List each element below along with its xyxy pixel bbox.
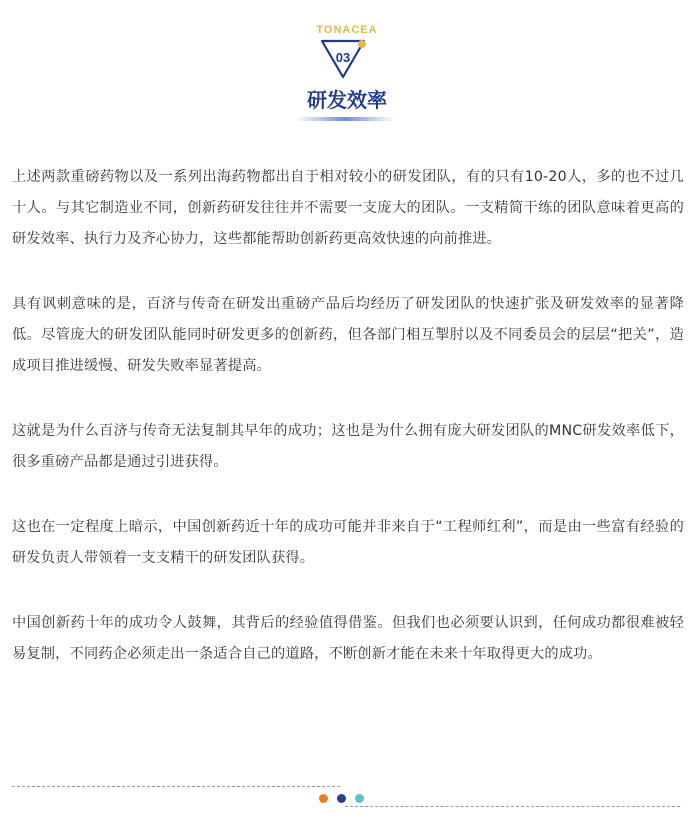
section-title: 研发效率 xyxy=(307,88,387,112)
footer-dot-teal xyxy=(355,794,364,803)
footer-dot-navy xyxy=(337,794,346,803)
paragraph: 上述两款重磅药物以及一系列出海药物都出自于相对较小的研发团队，有的只有10-20人，多的也不过几十人。与其它制造业不同，创新药研发往往并不需要一支庞大的团队。一支精简干练的团队意味着更高的研发效率、执行力及齐心协力，这些都能帮助创新药更高效快速的向前推进。 xyxy=(12,169,684,247)
paragraph: 这也在一定程度上暗示，中国创新药近十年的成功可能并非来自于“工程师红利”，而是由一些富有经验的研发负责人带领着一支支精干的研发团队获得。 xyxy=(12,519,684,566)
article-body xyxy=(12,162,684,704)
brand-label: TONACEA xyxy=(316,24,378,36)
badge-accent-dot xyxy=(358,40,366,48)
paragraph: 这就是为什么百济与传奇无法复制其早年的成功；这也是为什么拥有庞大研发团队的MNC研发效率低下，很多重磅产品都是通过引进获得。 xyxy=(12,423,684,470)
paragraph: 中国创新药十年的成功令人鼓舞，其背后的经验值得借鉴。但我们也必须要认识到，任何成功都很难被轻易复制，不同药企必须走出一条适合自己的道路，不断创新才能在未来十年取得更大的成功。 xyxy=(12,615,684,662)
footer-divider-left xyxy=(12,786,340,787)
paragraph: 具有讽刺意味的是，百济与传奇在研发出重磅产品后均经历了研发团队的快速扩张及研发效率的显著降低。尽管庞大的研发团队能同时研发更多的创新药，但各部门相互掣肘以及不同委员会的层层“把关”，造成项目推进缓慢、研发失败率显著提高。 xyxy=(12,296,684,374)
footer-divider-right xyxy=(345,806,680,807)
section-header xyxy=(0,0,694,130)
section-number: 03 xyxy=(335,50,351,65)
footer-dot-orange xyxy=(319,794,328,803)
title-underline xyxy=(295,117,395,121)
